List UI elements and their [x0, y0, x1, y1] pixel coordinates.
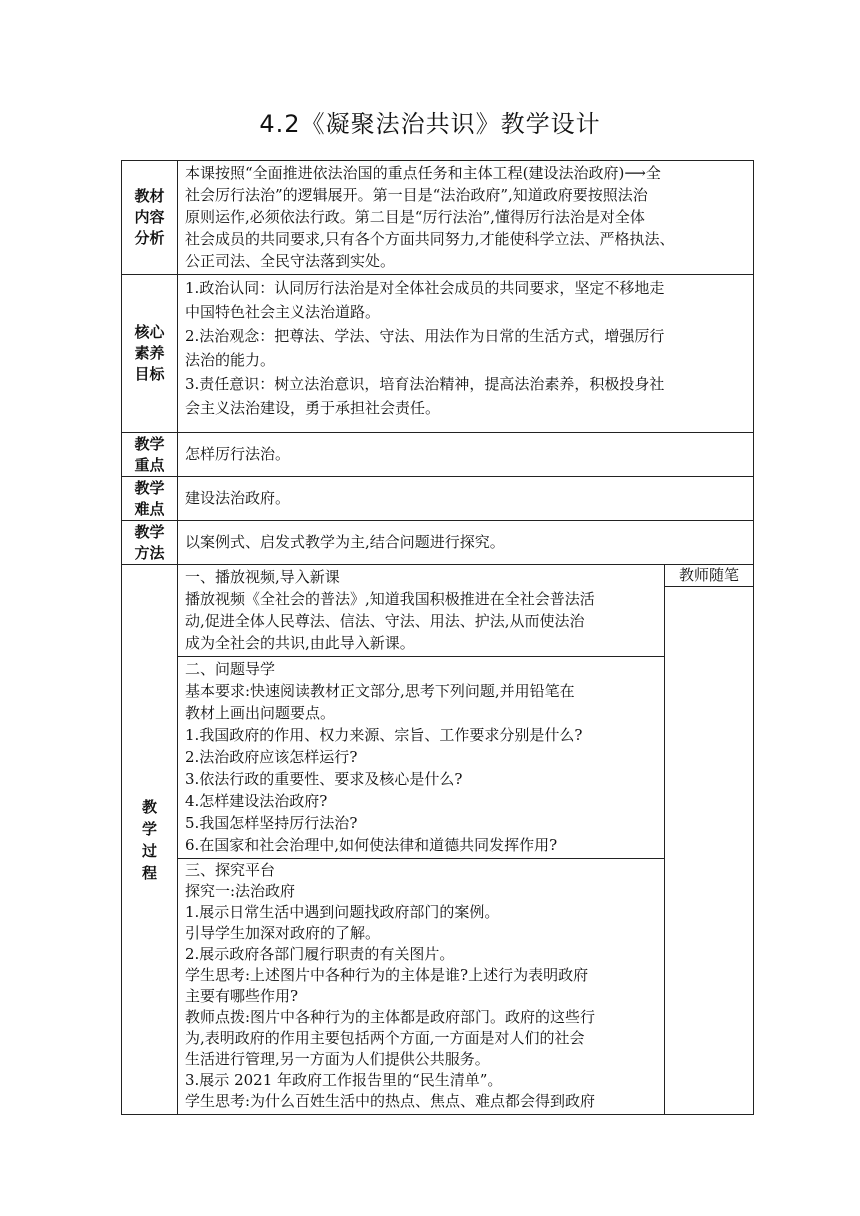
- label-line: 核心: [134, 323, 165, 341]
- row-analysis: [122, 161, 754, 275]
- row-goals: [122, 275, 754, 433]
- label-process: [122, 565, 178, 1115]
- text-line: 2.法治政府应该怎样运行?: [185, 748, 358, 766]
- text-line: 3.依法行政的重要性、要求及核心是什么?: [185, 770, 463, 788]
- text-line: 学生思考:上述图片中各种行为的主体是谁?上述行为表明政府: [185, 966, 589, 984]
- text-line: 社会厉行法治”的逻辑展开。第一目是“法治政府”,知道政府要按照法治: [185, 186, 648, 204]
- lesson-plan-table: [121, 160, 754, 1115]
- row-key-point: [122, 433, 754, 477]
- label-line: 目标: [134, 365, 165, 383]
- key-point-content: 怎样厉行法治。: [178, 433, 754, 477]
- text-line: 法治的能力。: [185, 351, 276, 369]
- text-line: 3.展示 2021 年政府工作报告里的“民生清单”。: [185, 1071, 503, 1089]
- label-line: 教材: [134, 187, 165, 205]
- row-method: [122, 521, 754, 565]
- text-line: 1.我国政府的作用、权力来源、宗旨、工作要求分别是什么?: [185, 726, 583, 744]
- text-line: 中国特色社会主义法治道路。: [185, 303, 381, 321]
- label-goals: [122, 275, 178, 433]
- text-line: 一、播放视频,导入新课: [185, 568, 340, 586]
- text-line: 1.政治认同：认同厉行法治是对全体社会成员的共同要求，坚定不移地走: [185, 279, 665, 297]
- text-line: 三、探究平台: [185, 861, 276, 879]
- text-line: 播放视频《全社会的普法》,知道我国积极推进在全社会普法活: [185, 590, 595, 608]
- text-line: 5.我国怎样坚持厉行法治?: [185, 814, 358, 832]
- difficulty-content: 建设法治政府。: [178, 477, 754, 521]
- text-line: 3.责任意识：树立法治意识，培育法治精神，提高法治素养，积极投身社: [185, 375, 665, 393]
- goals-content: [178, 275, 754, 433]
- text-line: 基本要求:快速阅读教材正文部分,思考下列问题,并用铅笔在: [185, 682, 575, 700]
- label-char: 程: [141, 863, 157, 882]
- text-line: 成为全社会的共识,由此导入新课。: [185, 634, 415, 652]
- text-line: 1.展示日常生活中遇到问题找政府部门的案例。: [185, 903, 500, 921]
- label-char: 过: [141, 841, 157, 860]
- text-line: 教材上画出问题要点。: [185, 704, 336, 722]
- method-content: 以案例式、启发式教学为主,结合问题进行探究。: [178, 521, 754, 565]
- label-line: 分析: [134, 229, 165, 247]
- label-line: 方法: [134, 543, 165, 562]
- label-key-point: [122, 433, 178, 477]
- text-line: 二、问题导学: [185, 660, 276, 678]
- label-char: 教: [141, 797, 157, 816]
- notes-area[interactable]: [665, 587, 754, 1115]
- label-difficulty: [122, 477, 178, 521]
- text-line: 6.在国家和社会治理中,如何使法律和道德共同发挥作用?: [185, 836, 558, 854]
- label-method: [122, 521, 178, 565]
- text-line: 社会成员的共同要求,只有各个方面共同努力,才能使科学立法、严格执法、: [185, 230, 675, 248]
- row-process-2: [122, 657, 754, 859]
- text-line: 公正司法、全民守法落到实处。: [185, 252, 396, 270]
- label-line: 素养: [134, 344, 165, 362]
- row-difficulty: [122, 477, 754, 521]
- analysis-content: [178, 161, 754, 275]
- text-line: 教师点拨:图片中各种行为的主体都是政府部门。政府的这些行: [185, 1008, 596, 1026]
- process-section-explore: [178, 859, 665, 1115]
- row-process-3: [122, 859, 754, 1115]
- text-line: 2.法治观念：把尊法、学法、守法、用法作为日常的生活方式，增强厉行: [185, 327, 665, 345]
- text-line: 2.展示政府各部门履行职责的有关图片。: [185, 945, 455, 963]
- text-line: 会主义法治建设，勇于承担社会责任。: [185, 399, 441, 417]
- text-line: 原则运作,必须依法行政。第二目是“厉行法治”,懂得厉行法治是对全体: [185, 208, 645, 226]
- process-section-questions: [178, 657, 665, 859]
- text-line: 为,表明政府的作用主要包括两个方面,一方面是对人们的社会: [185, 1029, 585, 1047]
- text-line: 引导学生加深对政府的了解。: [185, 924, 381, 942]
- text-line: 主要有哪些作用?: [185, 987, 299, 1005]
- label-line: 教学: [134, 522, 165, 541]
- row-process-1: [122, 565, 754, 587]
- page-title: 4.2《凝聚法治共识》教学设计: [259, 110, 601, 138]
- label-char: 学: [141, 819, 157, 838]
- notes-header: 教师随笔: [665, 565, 754, 587]
- label-line: 难点: [134, 499, 165, 518]
- process-section-intro: [178, 565, 665, 657]
- label-analysis: [122, 161, 178, 275]
- text-line: 探究一:法治政府: [185, 882, 296, 900]
- text-line: 本课按照“全面推进依法治国的重点任务和主体工程(建设法治政府)⟶全: [185, 164, 661, 182]
- label-line: 重点: [134, 455, 165, 474]
- label-line: 教学: [134, 434, 165, 453]
- label-line: 教学: [134, 478, 165, 497]
- text-line: 生活进行管理,另一方面为人们提供公共服务。: [185, 1050, 490, 1068]
- text-line: 4.怎样建设法治政府?: [185, 792, 328, 810]
- label-line: 内容: [134, 208, 165, 226]
- text-line: 动,促进全体人民尊法、信法、守法、用法、护法,从而使法治: [185, 612, 585, 630]
- text-line: 学生思考:为什么百姓生活中的热点、焦点、难点都会得到政府: [185, 1092, 596, 1110]
